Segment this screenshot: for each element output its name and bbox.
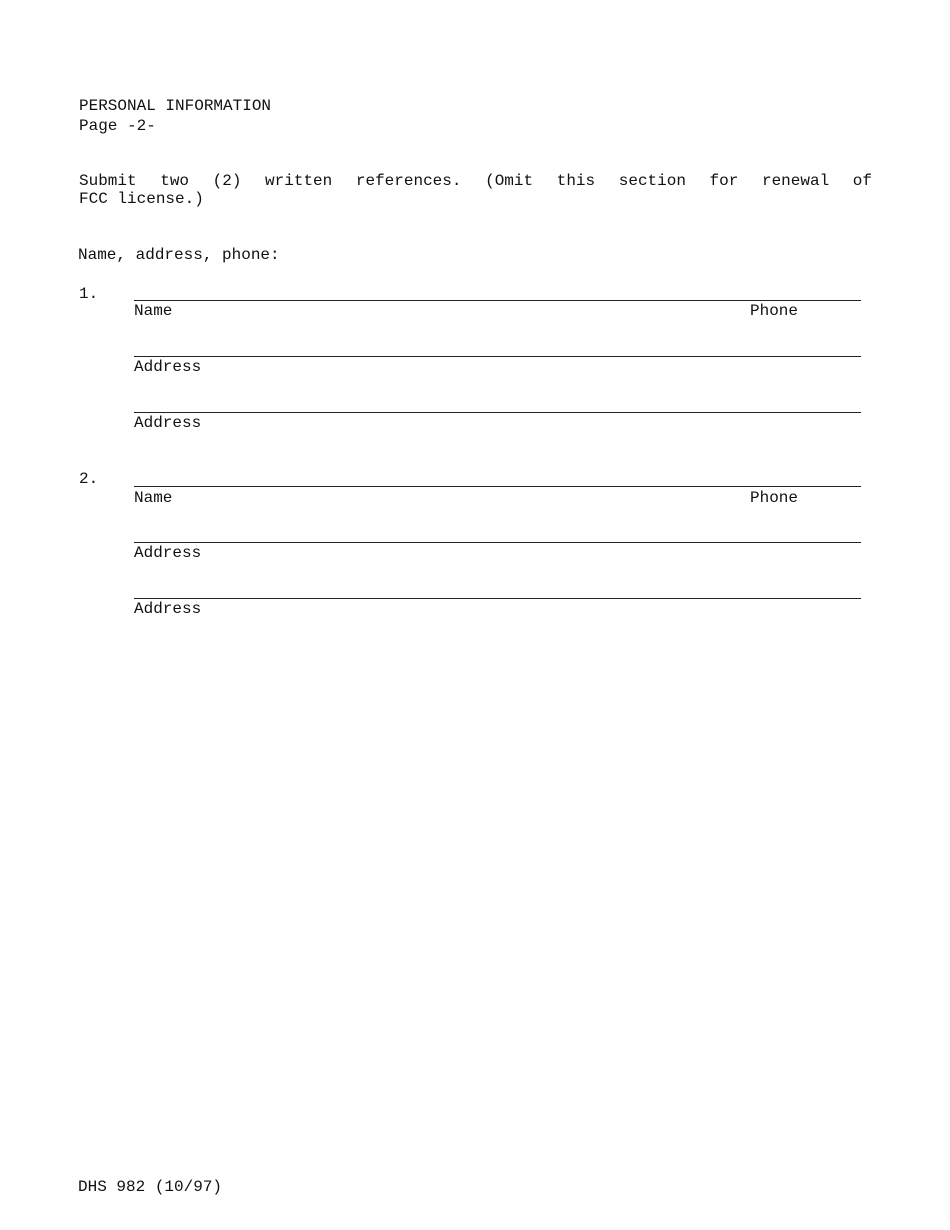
reference-number: 2. [79,470,99,488]
phone-label: Phone [750,489,799,507]
address-field-2[interactable] [134,412,861,413]
address-label: Address [134,358,202,376]
address-label: Address [134,544,202,562]
address-field-1[interactable] [134,542,861,543]
address-field-2[interactable] [134,598,861,599]
form-id: DHS 982 (10/97) [78,1178,223,1196]
page-title: PERSONAL INFORMATION [79,97,272,115]
name-label: Name [134,302,173,320]
instructions-line-2: FCC license.) [79,190,204,208]
address-field-1[interactable] [134,356,861,357]
references-prompt: Name, address, phone: [78,246,280,264]
name-phone-field[interactable] [134,486,861,487]
name-phone-field[interactable] [134,300,861,301]
phone-label: Phone [750,302,799,320]
page-number: Page -2- [79,117,156,135]
instructions-line-1: Submit two (2) written references. (Omit this section for renewal of [79,172,872,190]
name-label: Name [134,489,173,507]
address-label: Address [134,414,202,432]
address-label: Address [134,600,202,618]
reference-number: 1. [79,285,99,303]
